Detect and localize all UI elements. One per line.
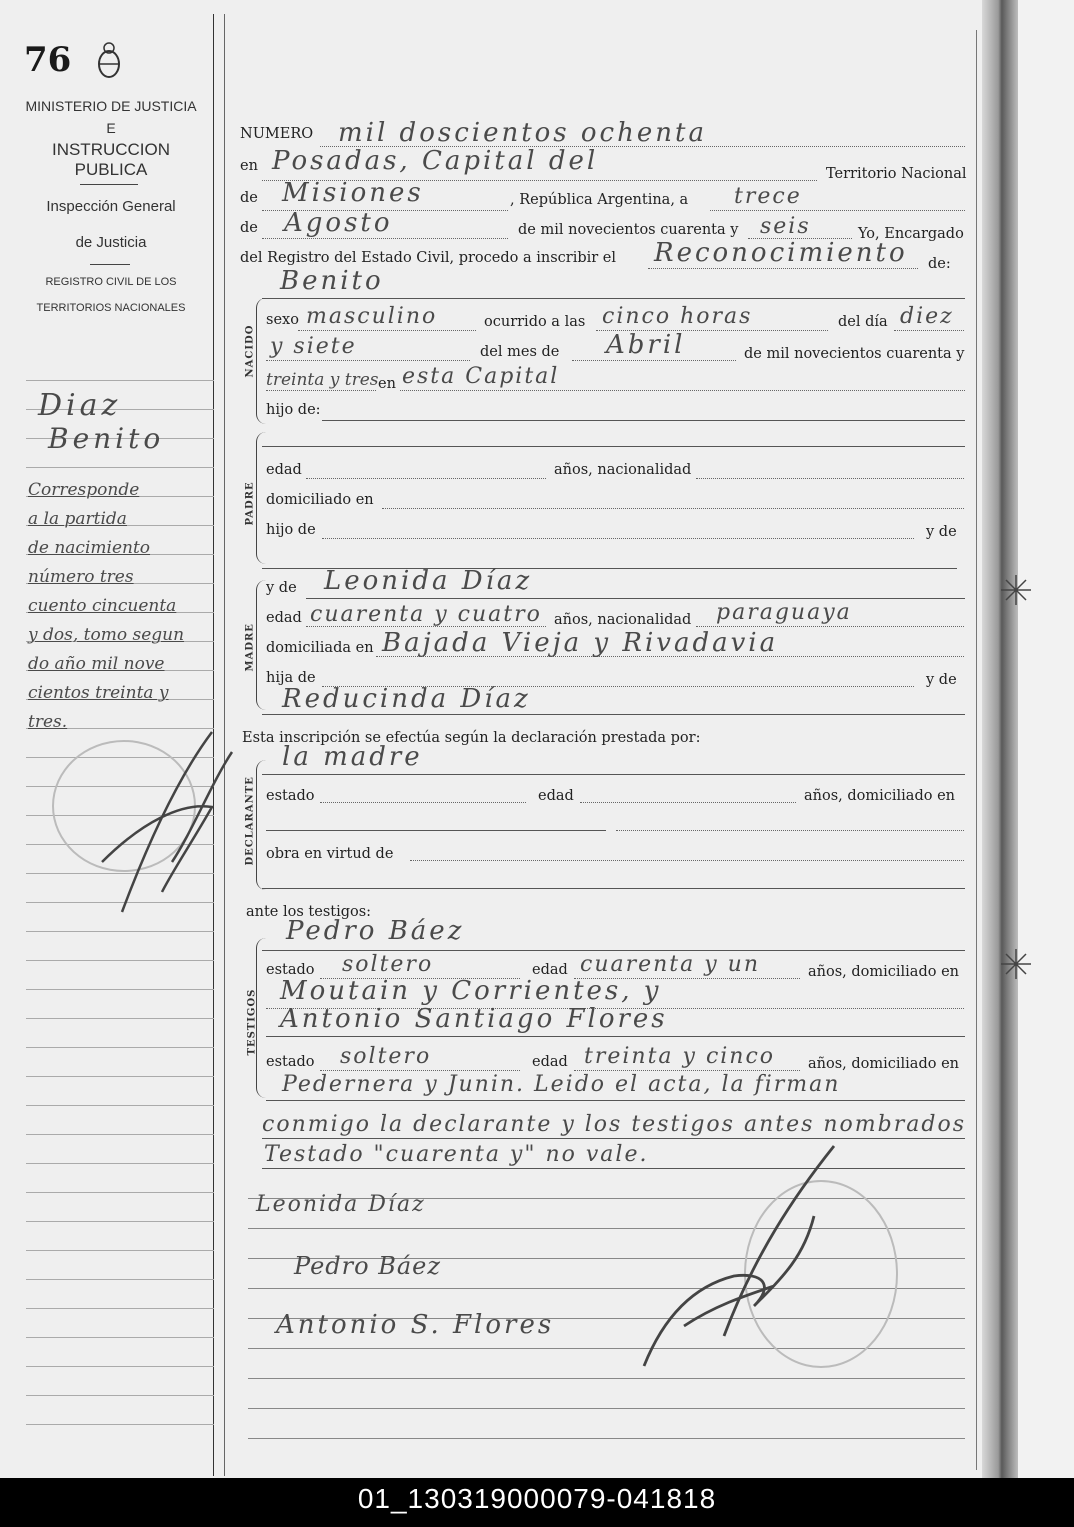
label-en: en [240,158,258,174]
label-estado-decl: estado [266,788,315,804]
line-nac-madre [696,626,964,627]
entry-hora: cinco horas [602,304,753,329]
label-ocurrido: ocurrido a las [484,314,586,330]
entry-mes: Agosto [284,208,393,238]
label-y-de-madre: y de [266,580,297,596]
entry-madre-edad: cuarenta y cuatro [310,602,542,627]
label-territorio: Territorio Nacional [826,166,967,182]
signature-2: Pedro Báez [294,1252,441,1280]
line-hijo [322,420,965,421]
label-edad-madre: edad [266,610,302,626]
label-estado-t2: estado [266,1054,315,1070]
header-rule [80,184,138,185]
entry-cierre1: conmigo la declarante y los testigos antes nombrados [262,1112,966,1137]
label-edad-t1: edad [532,962,568,978]
label-edad-padre: edad [266,462,302,478]
entry-cierre2: Testado "cuarenta y" no vale. [264,1142,649,1167]
label-de-mil-1: de mil novecientos cuarenta y [518,222,739,238]
ministry-line1: MINISTERIO DE JUSTICIA [25,98,197,114]
label-de-2: de [240,220,258,236]
entry-madre-madre: Reducinda Díaz [282,684,531,714]
line-obra-2 [262,888,965,889]
entry-testigo2-edad: treinta y cinco [584,1044,776,1069]
margin-rule-line [26,1366,214,1367]
label-anos-dom-decl: años, domiciliado en [804,788,955,804]
label-del-mes: del mes de [480,344,560,360]
entry-declarante: la madre [282,742,423,772]
header-rule-2 [90,264,130,265]
margin-given-name: Benito [48,422,165,455]
line-madre-nombre [306,598,965,599]
form-rule-line [248,1378,965,1379]
label-edad-t2: edad [532,1054,568,1070]
margin-rule-line [26,467,214,468]
margin-annotation-line: número tres [28,567,134,587]
entry-madre-nacionalidad: paraguaya [716,600,852,625]
margin-annotation-line: y dos, tomo segun [28,625,185,645]
margin-rule-line [26,1192,214,1193]
margin-rule-line [26,1250,214,1251]
entry-testigo2: Antonio Santiago Flores [280,1004,668,1034]
ministry-line3: INSTRUCCION PUBLICA [51,140,171,179]
inspection-line2: de Justicia [75,234,147,251]
page-number: 76 [24,40,72,80]
line-declarante [262,774,965,775]
inspection-line1: Inspección General [46,198,176,215]
entry-dia: trece [734,184,802,209]
label-obra: obra en virtud de [266,846,394,862]
entry-testigo2-estado: soltero [340,1044,432,1069]
label-y-de-madre-2: y de [926,672,957,688]
margin-signature-icon [62,712,252,922]
archive-id: 01_130319000079-041818 [357,1483,717,1514]
label-de-1: de [240,190,258,206]
testigos-label: TESTIGOS [246,988,258,1056]
entry-testigo1-edad: cuarenta y un [580,952,761,977]
margin-rule-line [26,1076,214,1077]
label-anos-dom-t1: años, domiciliado en [808,964,959,980]
entry-numero: mil doscientos ochenta [338,118,707,148]
line-dom-decl [266,830,606,831]
label-nacionalidad-madre: años, nacionalidad [554,612,692,628]
form-rule-line [248,1408,965,1409]
next-page-edge [1018,0,1074,1478]
line-mes-nac [572,360,736,361]
line-padre-top [262,446,965,447]
entry-madre-nombre: Leonida Díaz [324,566,533,596]
line-cierre2 [262,1168,965,1169]
margin-rule-line [26,1163,214,1164]
label-de-mil-2: de mil novecientos cuarenta y [744,346,965,362]
binding-stitch-icon [996,570,1036,610]
margin-rule-line [26,1424,214,1425]
line-dom-decl-2 [616,830,964,831]
margin-rule-line [26,1047,214,1048]
entry-nombre: Benito [280,266,384,296]
padre-label: PADRE [244,481,256,526]
line-dia-nac2 [266,360,470,361]
line-dom-padre [382,508,964,509]
coat-of-arms-icon [96,40,122,80]
entry-testigo1: Pedro Báez [286,916,465,946]
line-testigo2 [266,1036,965,1037]
label-republica: , República Argentina, a [510,192,689,208]
label-de-colon: de: [928,256,951,272]
margin-rule-line [26,989,214,990]
entry-anio-nac: treinta y tres [266,370,379,390]
entry-acto: Reconocimiento [654,238,908,268]
margin-rule-line [26,1337,214,1338]
line-testigo1 [262,950,965,951]
declarante-label: DECLARANTE [244,776,256,866]
entry-dia-nac: diez [900,304,954,329]
entry-testigo1-estado: soltero [342,952,434,977]
registry-line1: REGISTRO CIVIL DE LOS [45,276,177,288]
nacido-label: NACIDO [244,324,256,378]
margin-rule-line [26,960,214,961]
entry-lugar-nac: esta Capital [402,364,560,389]
binding-stitch-icon-2 [996,944,1036,984]
line-madre-padre-2 [262,714,965,715]
line-anio-nac [266,390,376,391]
entry-madre-domicilio: Bajada Vieja y Rivadavia [382,628,779,658]
margin-rule-line [26,1221,214,1222]
entry-mes-nac: Abril [606,330,686,360]
label-yo-encargado: Yo, Encargado [858,226,964,242]
label-ante-testigos: ante los testigos: [246,904,372,920]
margin-rule-line [26,1279,214,1280]
label-y-de-padre: y de [926,524,957,540]
label-sexo: sexo [266,312,299,328]
line-cierre1 [262,1138,965,1139]
form-rule-line [248,1438,965,1439]
line-dia-nac [894,330,964,331]
line-edad-decl [580,802,796,803]
margin-annotation-line: tres. [28,712,68,732]
margin-rule-line [26,1018,214,1019]
margin-rule-line [26,931,214,932]
line-padre-padre [322,538,914,539]
label-estado-t1: estado [266,962,315,978]
label-domicilio-padre: domiciliado en [266,492,374,508]
label-nacionalidad-padre: años, nacionalidad [554,462,692,478]
page-binding [982,0,1018,1478]
line-obra [410,860,964,861]
line-estado-decl [320,802,526,803]
right-border [976,30,977,1470]
registry-line2: TERRITORIOS NACIONALES [36,302,186,314]
margin-annotation-line: cuento cincuenta [28,596,177,616]
entry-testigo2-domicilio: Pedernera y Junin. Leido el acta, la firman [282,1072,841,1097]
label-en-2: en [378,376,396,392]
margin-rule-line [26,380,214,381]
line-estado-t2 [320,1070,520,1071]
label-edad-decl: edad [538,788,574,804]
label-hijo-de-padre: hijo de [266,522,316,538]
label-del-dia: del día [838,314,888,330]
entry-territorio: Misiones [282,178,424,208]
label-hijo-de: hijo de: [266,402,321,418]
margin-annotation-line: cientos treinta y [28,683,169,703]
entry-testigo1-domicilio: Moutain y Corrientes, y [280,976,662,1006]
entry-dia-nac2: y siete [270,334,357,359]
signature-1: Leonida Díaz [256,1192,426,1217]
entry-sexo: masculino [306,304,438,329]
margin-surname: Diaz [38,388,122,423]
signature-3: Antonio S. Flores [276,1310,555,1340]
label-hija-de-madre: hija de [266,670,316,686]
declarante-brace [256,760,271,890]
margin-annotation-line: Corresponde [28,480,140,500]
label-domiciliada-madre: domiciliada en [266,640,374,656]
line-nombre [262,298,965,299]
margin-rule-line [26,1308,214,1309]
margin-rule-line [26,1395,214,1396]
line-edad-padre [306,478,546,479]
registrar-signature-icon [624,1136,854,1376]
margin-annotation-line: do año mil nove [28,654,165,674]
line-edad-t2 [574,1070,800,1071]
line-lugar-nac [400,390,965,391]
label-del-registro: del Registro del Estado Civil, procedo a inscribir el [240,250,617,266]
line-dom-t2 [266,1100,965,1101]
entry-lugar: Posadas, Capital del [272,146,599,176]
line-nac-padre [696,478,964,479]
margin-annotation-line: de nacimiento [28,538,151,558]
line-sexo [298,330,476,331]
madre-label: MADRE [244,623,256,672]
line-mes [262,238,508,239]
line-acto [648,268,918,269]
margin-annotation-line: a la partida [28,509,127,529]
label-declaracion: Esta inscripción se efectúa según la declaración prestada por: [242,730,701,746]
margin-rule-line [26,1105,214,1106]
ministry-line2: E [106,120,116,136]
margin-rule-line [26,1134,214,1135]
label-numero: NUMERO [240,126,314,142]
entry-anio: seis [760,214,811,239]
line-dia [710,210,965,211]
label-anos-dom-t2: años, domiciliado en [808,1056,959,1072]
